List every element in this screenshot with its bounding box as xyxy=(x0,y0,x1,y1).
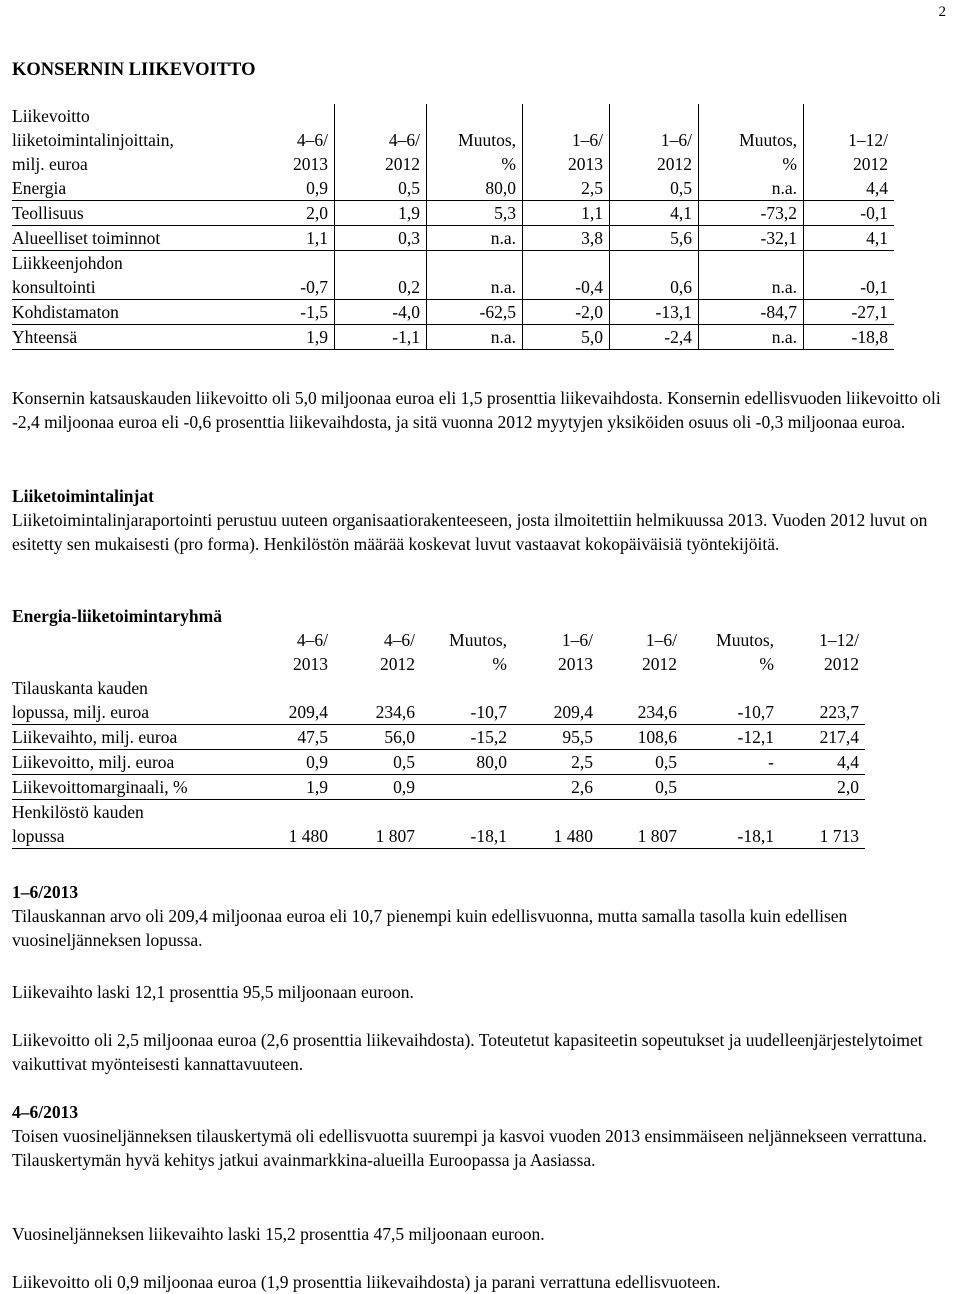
column-header-line1: Muutos, xyxy=(739,130,797,150)
table-cell: 0,5 xyxy=(335,176,427,201)
row-label-line: Liikevoittomarginaali, % xyxy=(12,777,188,797)
table-cell: 0,9 xyxy=(334,775,421,800)
column-header xyxy=(513,628,599,676)
table-cell: 0,5 xyxy=(334,750,421,775)
h1-profit-text: Liikevoitto oli 2,5 miljoonaa euroa (2,6 prosenttia liikevaihdosta). Toteutetut kapasiteetin sopeutukset ja uudelleenjärjestelytoimet vaikuttivat myönteisesti kannattavuuteen. xyxy=(12,1030,923,1074)
table-cell: 1,1 xyxy=(523,201,610,226)
table-cell: -84,7 xyxy=(699,300,804,325)
table-cell: -4,0 xyxy=(335,300,427,325)
table-cell: 0,9 xyxy=(244,176,335,201)
column-header-line2: 2013 xyxy=(558,654,593,674)
table-cell: 2,5 xyxy=(523,176,610,201)
row-label-line: konsultointi xyxy=(12,277,96,297)
table-cell: n.a. xyxy=(699,251,804,300)
column-header-line2: 2013 xyxy=(568,154,603,174)
table-row xyxy=(12,750,865,775)
table-cell: 1,9 xyxy=(244,325,335,350)
column-header-line1: 1–6/ xyxy=(571,130,603,150)
table-cell: -18,1 xyxy=(421,800,513,849)
column-header-line2: % xyxy=(782,154,797,174)
table-cell: -32,1 xyxy=(699,226,804,251)
row-label xyxy=(12,725,244,750)
column-header xyxy=(427,104,523,176)
table-cell: 0,9 xyxy=(244,750,334,775)
row-label xyxy=(12,251,244,300)
table-cell: 2,0 xyxy=(244,201,335,226)
business-lines-text: Liiketoimintalinjaraportointi perustuu uuteen organisaatiorakenteeseen, josta ilmoitettiin helmikuussa 2013. Vuoden 2012 luvut on esitetty sen mukaisesti (pro forma). Henkilöstön määrää koskevat luvut vastaavat kokopäiväisiä työntekijöitä. xyxy=(12,510,928,554)
table-cell xyxy=(421,775,513,800)
row-label xyxy=(12,325,244,350)
table-cell: 108,6 xyxy=(599,725,683,750)
table-cell: n.a. xyxy=(427,251,523,300)
table-cell: 2,5 xyxy=(513,750,599,775)
column-header-line2: % xyxy=(501,154,516,174)
header-label-line: Liikevoitto xyxy=(12,106,90,126)
table-cell: -1,5 xyxy=(244,300,335,325)
column-header-line2: 2012 xyxy=(657,154,692,174)
energy-section-heading: Energia-liiketoimintaryhmä xyxy=(12,606,222,626)
table-cell: 2,0 xyxy=(780,775,865,800)
table-row xyxy=(12,800,865,849)
column-header-line1: 4–6/ xyxy=(296,630,328,650)
table-cell: 223,7 xyxy=(780,676,865,725)
business-lines-section xyxy=(12,484,947,556)
table-cell: 1 713 xyxy=(780,800,865,849)
table-cell: 80,0 xyxy=(427,176,523,201)
column-header xyxy=(804,104,895,176)
column-header-line1: 1–6/ xyxy=(645,630,677,650)
table-row xyxy=(12,775,865,800)
table-cell: 80,0 xyxy=(421,750,513,775)
row-label xyxy=(12,226,244,251)
row-label-line: Liikevoitto, milj. euroa xyxy=(12,752,175,772)
table-cell: -27,1 xyxy=(804,300,895,325)
row-label-line: Alueelliset toiminnot xyxy=(12,228,161,248)
table-row xyxy=(12,226,894,251)
row-label xyxy=(12,176,244,201)
table-cell: 1 807 xyxy=(334,800,421,849)
table-cell: -10,7 xyxy=(421,676,513,725)
column-header-line2: 2012 xyxy=(853,154,888,174)
column-header-line2: 2013 xyxy=(293,654,328,674)
row-label-line: Kohdistamaton xyxy=(12,302,119,322)
row-label xyxy=(12,676,244,725)
table-cell: -13,1 xyxy=(610,300,699,325)
table-header-row xyxy=(12,104,894,176)
table-cell: -10,7 xyxy=(683,676,780,725)
table-cell: -15,2 xyxy=(421,725,513,750)
profit-by-business-line-table xyxy=(12,104,894,350)
column-header-line1: 1–12/ xyxy=(848,130,888,150)
q2-heading: 4–6/2013 xyxy=(12,1102,79,1122)
table-row xyxy=(12,176,894,201)
row-label-line: Energia xyxy=(12,178,67,198)
table-cell: 3,8 xyxy=(523,226,610,251)
table-cell xyxy=(683,775,780,800)
table-header-row xyxy=(12,628,865,676)
table-cell: 47,5 xyxy=(244,725,334,750)
table-cell: -0,7 xyxy=(244,251,335,300)
table-cell: -2,4 xyxy=(610,325,699,350)
column-header xyxy=(421,628,513,676)
column-header xyxy=(244,104,335,176)
table-cell: 209,4 xyxy=(244,676,334,725)
column-header-line2: 2013 xyxy=(293,154,328,174)
table-cell: 4,1 xyxy=(804,226,895,251)
h1-revenue-text: Liikevaihto laski 12,1 prosenttia 95,5 miljoonaan euroon. xyxy=(12,982,414,1002)
table-cell: 0,5 xyxy=(610,176,699,201)
column-header-line1: 1–6/ xyxy=(561,630,593,650)
table-row xyxy=(12,251,894,300)
column-header-line2: 2012 xyxy=(385,154,420,174)
table-cell: 0,3 xyxy=(335,226,427,251)
row-label xyxy=(12,800,244,849)
page-number: 2 xyxy=(938,4,946,20)
row-label-line: Yhteensä xyxy=(12,327,78,347)
header-label-line: milj. euroa xyxy=(12,154,88,174)
row-label-line: Tilauskanta kauden xyxy=(12,678,148,698)
table-cell: 234,6 xyxy=(599,676,683,725)
row-label-line: Henkilöstö kauden xyxy=(12,802,144,822)
q2-revenue-text: Vuosineljänneksen liikevaihto laski 15,2 prosenttia 47,5 miljoonaan euroon. xyxy=(12,1224,545,1244)
row-label xyxy=(12,300,244,325)
table-cell: 5,0 xyxy=(523,325,610,350)
row-label-line: Teollisuus xyxy=(12,203,84,223)
table-cell: 5,6 xyxy=(610,226,699,251)
table-cell: 95,5 xyxy=(513,725,599,750)
table-cell: 56,0 xyxy=(334,725,421,750)
row-label-line: lopussa xyxy=(12,826,65,846)
table-row xyxy=(12,300,894,325)
column-header-line1: Muutos, xyxy=(458,130,516,150)
business-lines-heading: Liiketoimintalinjat xyxy=(12,486,154,506)
q2-section xyxy=(12,1100,947,1172)
row-label xyxy=(12,201,244,226)
table-cell: -73,2 xyxy=(699,201,804,226)
header-label xyxy=(12,628,244,676)
column-header-line2: 2012 xyxy=(642,654,677,674)
table-cell: 4,1 xyxy=(610,201,699,226)
row-label xyxy=(12,750,244,775)
header-label xyxy=(12,104,244,176)
table-cell: 1,1 xyxy=(244,226,335,251)
group-profit-paragraph: Konsernin katsauskauden liikevoitto oli 5,0 miljoonaa euroa eli 1,5 prosenttia liikevaihdosta. Konsernin edellisvuoden liikevoitto oli -2,4 miljoonaa euroa eli -0,6 prosenttia liikevaihdosta, ja sitä vuonna 2012 myytyjen yksiköiden osuus oli -0,3 miljoonaa euroa. xyxy=(12,388,941,432)
row-label-line: lopussa, milj. euroa xyxy=(12,702,150,722)
table-cell: -62,5 xyxy=(427,300,523,325)
column-header-line1: Muutos, xyxy=(449,630,507,650)
column-header-line1: Muutos, xyxy=(716,630,774,650)
column-header xyxy=(599,628,683,676)
column-header xyxy=(334,628,421,676)
column-header xyxy=(335,104,427,176)
h1-section xyxy=(12,880,947,952)
column-header-line1: 4–6/ xyxy=(296,130,328,150)
table-row xyxy=(12,725,865,750)
table-cell: -2,0 xyxy=(523,300,610,325)
row-label xyxy=(12,775,244,800)
page-title: KONSERNIN LIIKEVOITTO xyxy=(12,60,256,80)
table-cell: n.a. xyxy=(427,226,523,251)
table-cell: 234,6 xyxy=(334,676,421,725)
table-cell: -18,1 xyxy=(683,800,780,849)
table-cell: -0,1 xyxy=(804,251,895,300)
table-cell: 209,4 xyxy=(513,676,599,725)
table-cell: 0,6 xyxy=(610,251,699,300)
column-header-line1: 1–6/ xyxy=(660,130,692,150)
table-cell: -0,4 xyxy=(523,251,610,300)
table-row xyxy=(12,201,894,226)
table-cell: 1 480 xyxy=(244,800,334,849)
column-header xyxy=(699,104,804,176)
h1-order-backlog-text: Tilauskannan arvo oli 209,4 miljoonaa euroa eli 10,7 pienempi kuin edellisvuonna, mutta samalla tasolla kuin edellisen vuosineljänneksen lopussa. xyxy=(12,906,848,950)
table-cell: 1,9 xyxy=(244,775,334,800)
energy-key-figures-table xyxy=(12,628,865,849)
column-header xyxy=(683,628,780,676)
column-header-line1: 1–12/ xyxy=(819,630,859,650)
column-header-line2: % xyxy=(492,654,507,674)
column-header-line1: 4–6/ xyxy=(383,630,415,650)
table-cell: 0,5 xyxy=(599,775,683,800)
table-cell: 1 480 xyxy=(513,800,599,849)
column-header xyxy=(244,628,334,676)
table-cell: -12,1 xyxy=(683,725,780,750)
table-cell: 217,4 xyxy=(780,725,865,750)
table-cell: 0,2 xyxy=(335,251,427,300)
column-header xyxy=(610,104,699,176)
column-header xyxy=(780,628,865,676)
row-label-line: Liikkeenjohdon xyxy=(12,253,123,273)
h1-heading: 1–6/2013 xyxy=(12,882,79,902)
table-cell: 4,4 xyxy=(804,176,895,201)
table-cell: 5,3 xyxy=(427,201,523,226)
q2-profit-text: Liikevoitto oli 0,9 miljoonaa euroa (1,9 prosenttia liikevaihdosta) ja parani verrattuna edellisvuoteen. xyxy=(12,1272,721,1292)
table-cell: n.a. xyxy=(699,176,804,201)
column-header-line2: 2012 xyxy=(824,654,859,674)
table-cell: - xyxy=(683,750,780,775)
q2-order-intake-text: Toisen vuosineljänneksen tilauskertymä oli edellisvuotta suurempi ja kasvoi vuoden 2013 ensimmäiseen neljännekseen verrattuna. Tilauskertymän hyvä kehitys jatkui avainmarkkina-alueilla Euroopassa ja Aasiassa. xyxy=(12,1126,927,1170)
table-row xyxy=(12,676,865,725)
table-cell: n.a. xyxy=(427,325,523,350)
table-cell: -18,8 xyxy=(804,325,895,350)
table-cell: 0,5 xyxy=(599,750,683,775)
column-header xyxy=(523,104,610,176)
header-label-line: liiketoimintalinjoittain, xyxy=(12,130,174,150)
table-cell: -1,1 xyxy=(335,325,427,350)
table-row xyxy=(12,325,894,350)
table-cell: n.a. xyxy=(699,325,804,350)
column-header-line2: 2012 xyxy=(380,654,415,674)
table-cell: 1 807 xyxy=(599,800,683,849)
table-cell: 1,9 xyxy=(335,201,427,226)
row-label-line: Liikevaihto, milj. euroa xyxy=(12,727,178,747)
table-cell: 4,4 xyxy=(780,750,865,775)
table-cell: -0,1 xyxy=(804,201,895,226)
column-header-line2: % xyxy=(759,654,774,674)
table-cell: 2,6 xyxy=(513,775,599,800)
column-header-line1: 4–6/ xyxy=(388,130,420,150)
